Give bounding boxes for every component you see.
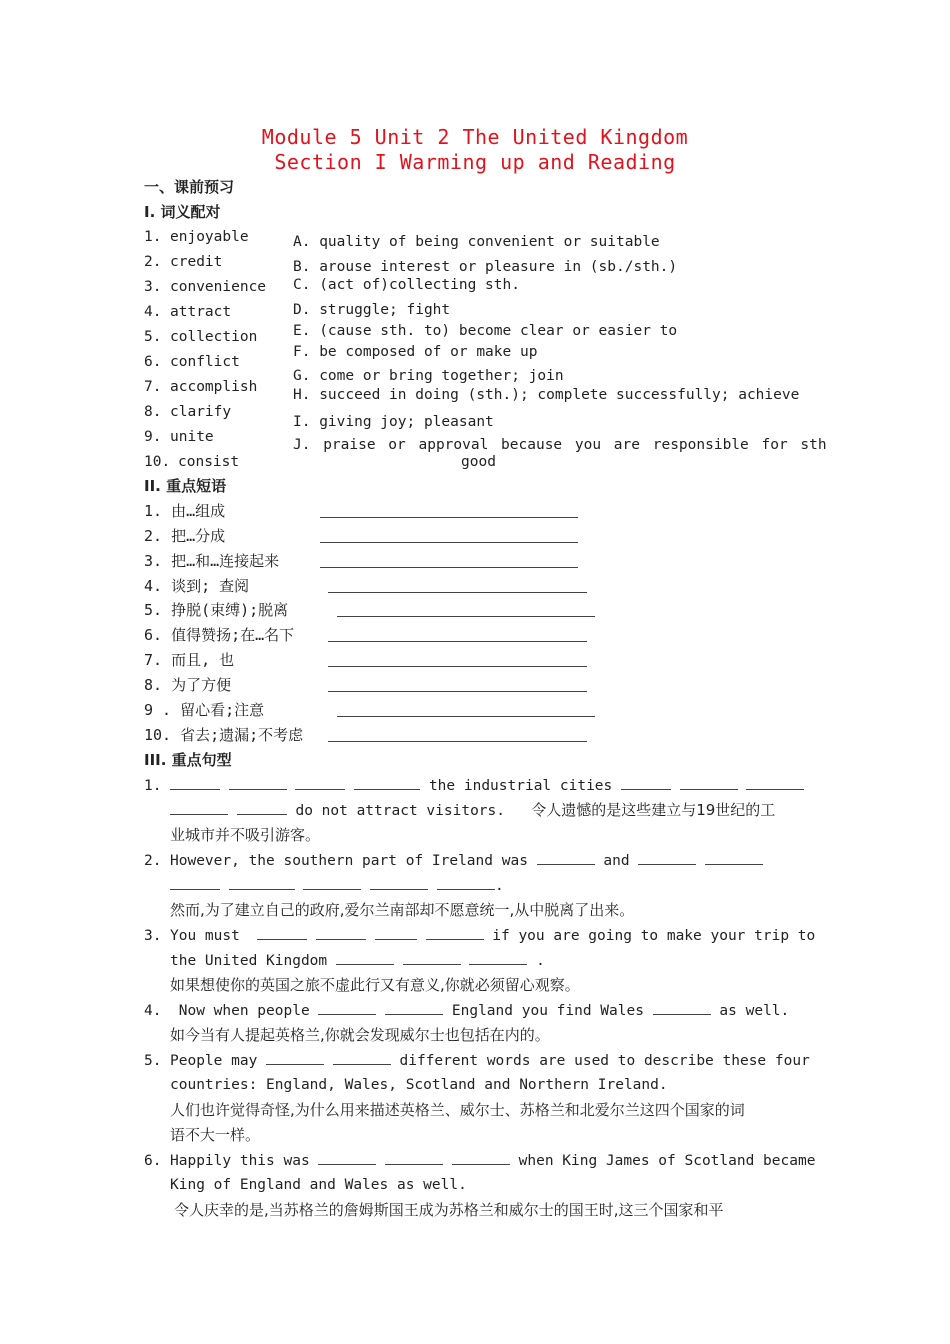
phrase-item: 5. 挣脱(束缚);脱离 bbox=[144, 601, 289, 619]
answer-blank[interactable] bbox=[337, 716, 595, 717]
phrase-item: 7. 而且, 也 bbox=[144, 651, 235, 669]
sentence-1-translation: 业城市并不吸引游客。 bbox=[170, 826, 321, 844]
definition-g: G. come or bring together; join bbox=[293, 368, 564, 384]
word-item: 6. conflict bbox=[144, 354, 240, 370]
definition-j-cont: good bbox=[461, 454, 496, 470]
sentence-6-cont: King of England and Wales as well. bbox=[170, 1177, 467, 1193]
sentence-4: 4. Now when people England you find Wales as well. bbox=[144, 1000, 789, 1021]
answer-blank[interactable] bbox=[653, 1000, 711, 1015]
word-item: 4. attract bbox=[144, 304, 232, 320]
answer-blank[interactable] bbox=[375, 925, 417, 940]
definition-j: J. praise or approval because you are responsible for sth bbox=[293, 437, 827, 453]
answer-blank[interactable] bbox=[403, 950, 461, 965]
answer-blank[interactable] bbox=[170, 875, 220, 890]
sentence-5-translation: 人们也许觉得奇怪,为什么用来描述英格兰、威尔士、苏格兰和北爱尔兰这四个国家的词 bbox=[170, 1101, 745, 1119]
answer-blank[interactable] bbox=[328, 666, 587, 667]
part2-heading: II. 重点短语 bbox=[144, 477, 227, 495]
answer-blank[interactable] bbox=[385, 1150, 443, 1165]
answer-blank[interactable] bbox=[257, 925, 307, 940]
definition-c: C. (act of)collecting sth. bbox=[293, 277, 520, 293]
answer-blank[interactable] bbox=[237, 800, 287, 815]
answer-blank[interactable] bbox=[318, 1000, 376, 1015]
answer-blank[interactable] bbox=[266, 1050, 324, 1065]
section-heading: 一、课前预习 bbox=[144, 178, 235, 196]
answer-blank[interactable] bbox=[303, 875, 361, 890]
answer-blank[interactable] bbox=[537, 850, 595, 865]
sentence-6: 6. Happily this was when King James of Scotland became bbox=[144, 1150, 815, 1171]
answer-blank[interactable] bbox=[638, 850, 696, 865]
sentence-2: 2. However, the southern part of Ireland was and bbox=[144, 850, 763, 871]
sentence-3: 3. You must if you are going to make your trip to bbox=[144, 925, 815, 946]
word-item: 2. credit bbox=[144, 254, 223, 270]
answer-blank[interactable] bbox=[705, 850, 763, 865]
phrase-item: 2. 把…分成 bbox=[144, 527, 226, 545]
sentence-3-cont: the United Kingdom . bbox=[170, 950, 545, 971]
answer-blank[interactable] bbox=[337, 616, 595, 617]
sentence-5: 5. People may different words are used to describe these four bbox=[144, 1050, 810, 1071]
answer-blank[interactable] bbox=[328, 691, 587, 692]
phrase-item: 3. 把…和…连接起来 bbox=[144, 552, 280, 570]
sentence-5-cont: countries: England, Wales, Scotland and Northern Ireland. bbox=[170, 1077, 668, 1093]
phrase-item: 10. 省去;遗漏;不考虑 bbox=[144, 726, 304, 744]
word-item: 8. clarify bbox=[144, 404, 232, 420]
answer-blank[interactable] bbox=[746, 775, 804, 790]
word-item: 7. accomplish bbox=[144, 379, 258, 395]
answer-blank[interactable] bbox=[295, 775, 345, 790]
definition-a: A. quality of being convenient or suitable bbox=[293, 234, 660, 250]
phrase-item: 6. 值得赞扬;在…名下 bbox=[144, 626, 295, 644]
answer-blank[interactable] bbox=[621, 775, 671, 790]
answer-blank[interactable] bbox=[426, 925, 484, 940]
answer-blank[interactable] bbox=[452, 1150, 510, 1165]
answer-blank[interactable] bbox=[320, 567, 578, 568]
part3-heading: III. 重点句型 bbox=[144, 751, 232, 769]
phrase-item: 8. 为了方便 bbox=[144, 676, 232, 694]
page-title-line2: Section I Warming up and Reading bbox=[274, 150, 676, 174]
definition-e: E. (cause sth. to) become clear or easier to bbox=[293, 323, 678, 339]
answer-blank[interactable] bbox=[316, 925, 366, 940]
answer-blank[interactable] bbox=[354, 775, 420, 790]
answer-blank[interactable] bbox=[469, 950, 527, 965]
answer-blank[interactable] bbox=[333, 1050, 391, 1065]
word-item: 9. unite bbox=[144, 429, 214, 445]
answer-blank[interactable] bbox=[680, 775, 738, 790]
word-item: 10. consist bbox=[144, 454, 240, 470]
definition-d: D. struggle; fight bbox=[293, 302, 451, 318]
answer-blank[interactable] bbox=[229, 875, 295, 890]
answer-blank[interactable] bbox=[320, 517, 578, 518]
answer-blank[interactable] bbox=[437, 875, 495, 890]
answer-blank[interactable] bbox=[170, 800, 228, 815]
sentence-1-cont: do not attract visitors. 令人遗憾的是这些建立与19世纪的工 bbox=[170, 800, 775, 821]
answer-blank[interactable] bbox=[328, 641, 587, 642]
word-item: 1. enjoyable bbox=[144, 229, 249, 245]
definition-b: B. arouse interest or pleasure in (sb./sth.) bbox=[293, 259, 678, 275]
page-title-line1: Module 5 Unit 2 The United Kingdom bbox=[261, 125, 689, 149]
answer-blank[interactable] bbox=[385, 1000, 443, 1015]
definition-h: H. succeed in doing (sth.); complete successfully; achieve bbox=[293, 387, 800, 403]
part1-heading: I. 词义配对 bbox=[144, 203, 221, 221]
answer-blank[interactable] bbox=[320, 542, 578, 543]
sentence-3-translation: 如果想使你的英国之旅不虚此行又有意义,你就必须留心观察。 bbox=[170, 976, 580, 994]
answer-blank[interactable] bbox=[318, 1150, 376, 1165]
answer-blank[interactable] bbox=[170, 775, 220, 790]
definition-i: I. giving joy; pleasant bbox=[293, 414, 494, 430]
answer-blank[interactable] bbox=[229, 775, 287, 790]
sentence-6-translation: 令人庆幸的是,当苏格兰的詹姆斯国王成为苏格兰和威尔士的国王时,这三个国家和平 bbox=[174, 1201, 724, 1219]
sentence-5-translation-cont: 语不大一样。 bbox=[170, 1126, 261, 1144]
sentence-2-cont: . bbox=[170, 875, 504, 896]
word-item: 3. convenience bbox=[144, 279, 267, 295]
word-item: 5. collection bbox=[144, 329, 258, 345]
sentence-1: 1. the industrial cities bbox=[144, 775, 804, 796]
sentence-4-translation: 如今当有人提起英格兰,你就会发现威尔士也包括在内的。 bbox=[170, 1026, 550, 1044]
answer-blank[interactable] bbox=[328, 741, 587, 742]
answer-blank[interactable] bbox=[370, 875, 428, 890]
sentence-2-translation: 然而,为了建立自己的政府,爱尔兰南部却不愿意统一,从中脱离了出来。 bbox=[170, 901, 635, 919]
answer-blank[interactable] bbox=[336, 950, 394, 965]
definition-f: F. be composed of or make up bbox=[293, 344, 538, 360]
phrase-item: 1. 由…组成 bbox=[144, 502, 226, 520]
phrase-item: 4. 谈到; 查阅 bbox=[144, 577, 250, 595]
phrase-item: 9 . 留心看;注意 bbox=[144, 701, 265, 719]
answer-blank[interactable] bbox=[328, 592, 587, 593]
